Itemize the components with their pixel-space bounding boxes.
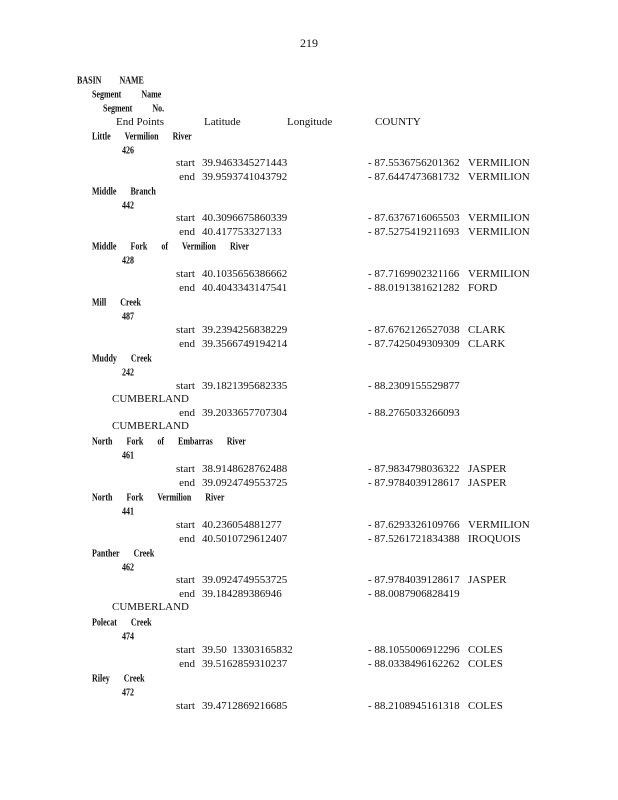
stream-name xyxy=(92,130,192,142)
stream-name-word: North xyxy=(92,435,113,448)
latitude-value: 39.2394256838229 xyxy=(202,324,288,336)
latitude-value: 39.4712869216685 xyxy=(202,700,288,712)
longitude-value: - 87.6293326109766 xyxy=(368,519,460,531)
latitude-value: 38.9148628762488 xyxy=(202,463,288,475)
endpoint-label: start xyxy=(176,380,195,392)
segment-number: 428 xyxy=(122,254,134,267)
longitude-value: - 88.1055006912296 xyxy=(368,644,460,656)
endpoint-label: end xyxy=(179,338,195,350)
endpoint-label: end xyxy=(179,407,195,419)
longitude-value: - 88.2108945161318 xyxy=(368,700,460,712)
table-row xyxy=(0,338,618,351)
table-row xyxy=(0,282,618,295)
stream-name-word: Creek xyxy=(120,296,141,309)
segment-number: 426 xyxy=(122,144,134,157)
county-value: JASPER xyxy=(468,477,507,489)
longitude-value: - 88.0191381621282 xyxy=(368,282,460,294)
stream-name xyxy=(92,296,141,308)
county-value: VERMILION xyxy=(468,171,530,183)
county-value: JASPER xyxy=(468,463,507,475)
latitude-value: 39.9463345271443 xyxy=(202,157,288,169)
latitude-value: 39.184289386946 xyxy=(202,588,282,600)
page-number: 219 xyxy=(300,36,318,50)
latitude-value: 39.5162859310237 xyxy=(202,658,288,670)
longitude-value: - 88.2309155529877 xyxy=(368,380,460,392)
table-row xyxy=(0,407,618,420)
header-end-points: End Points xyxy=(116,116,164,128)
header-name: NAME xyxy=(119,74,144,87)
longitude-value: - 87.9784039128617 xyxy=(368,574,460,586)
endpoint-label: end xyxy=(179,171,195,183)
stream-name-word: Fork xyxy=(126,491,144,504)
segment-number: 472 xyxy=(122,686,134,699)
header-segment2: Segment xyxy=(103,102,133,115)
endpoint-label: start xyxy=(176,268,195,280)
endpoint-label: end xyxy=(179,226,195,238)
stream-name-word: Muddy xyxy=(92,352,117,365)
stream-name xyxy=(92,491,224,503)
segment-number: 462 xyxy=(122,561,134,574)
county-value: IROQUOIS xyxy=(468,533,521,545)
endpoint-label: start xyxy=(176,574,195,586)
longitude-value: - 88.0087906828419 xyxy=(368,588,460,600)
header-segment-name-label: Name xyxy=(141,88,162,101)
table-row xyxy=(0,519,618,532)
stream-name xyxy=(92,185,156,197)
endpoint-label: end xyxy=(179,658,195,670)
stream-name-word: Panther xyxy=(92,547,120,560)
stream-name xyxy=(92,240,249,252)
table-row xyxy=(0,588,618,601)
table-row xyxy=(0,157,618,170)
stream-name xyxy=(92,672,145,684)
header-longitude: Longitude xyxy=(287,116,333,128)
endpoint-label: start xyxy=(176,700,195,712)
longitude-value: - 88.2765033266093 xyxy=(368,407,460,419)
header-segment: Segment xyxy=(92,88,122,101)
latitude-value: 39.9593741043792 xyxy=(202,171,288,183)
table-row xyxy=(0,324,618,337)
stream-name-word: Fork xyxy=(126,435,144,448)
stream-name-word: Creek xyxy=(130,616,152,629)
longitude-value: - 87.7169902321166 xyxy=(368,268,460,280)
header-basin-name xyxy=(77,74,144,86)
latitude-value: 40.417753327133 xyxy=(202,226,282,238)
stream-name-word: Little xyxy=(92,130,111,143)
stream-name-word: Creek xyxy=(133,547,155,560)
stream-name-word: Vermilion xyxy=(182,240,216,253)
latitude-value: 40.3096675860339 xyxy=(202,212,288,224)
county-value: FORD xyxy=(468,282,498,294)
endpoint-label: start xyxy=(176,463,195,475)
stream-name xyxy=(92,616,152,628)
longitude-value: - 87.5275419211693 xyxy=(368,226,460,238)
header-segment-name xyxy=(92,88,161,100)
latitude-value: 40.1035656386662 xyxy=(202,268,288,280)
longitude-value: - 87.9834798036322 xyxy=(368,463,460,475)
longitude-value: - 87.9784039128617 xyxy=(368,477,460,489)
stream-name-word: Creek xyxy=(130,352,152,365)
header-basin: BASIN xyxy=(77,74,102,87)
county-value: CLARK xyxy=(468,324,506,336)
endpoint-label: start xyxy=(176,644,195,656)
table-row xyxy=(0,463,618,476)
longitude-value: - 87.7425049309309 xyxy=(368,338,460,350)
stream-name-word: North xyxy=(92,491,113,504)
table-row xyxy=(0,574,618,587)
county-value: CUMBERLAND xyxy=(112,420,190,432)
endpoint-label: end xyxy=(179,588,195,600)
county-value: VERMILION xyxy=(468,519,530,531)
county-value: VERMILION xyxy=(468,157,530,169)
stream-name-word: Riley xyxy=(92,672,110,685)
county-value: COLES xyxy=(468,700,503,712)
longitude-value: - 87.6447473681732 xyxy=(368,171,460,183)
latitude-value: 39.3566749194214 xyxy=(202,338,288,350)
stream-name-word: Middle xyxy=(92,240,117,253)
longitude-value: - 87.5261721834388 xyxy=(368,533,460,545)
table-row xyxy=(0,171,618,184)
longitude-value: - 88.0338496162262 xyxy=(368,658,460,670)
latitude-value: 39.0924749553725 xyxy=(202,477,288,489)
stream-name-word: River xyxy=(205,491,225,504)
endpoint-label: start xyxy=(176,519,195,531)
table-row xyxy=(0,644,618,657)
county-value: VERMILION xyxy=(468,226,530,238)
latitude-value: 39.50 13303165832 xyxy=(202,644,293,656)
stream-name-word: Mill xyxy=(92,296,107,309)
header-latitude: Latitude xyxy=(204,116,241,128)
latitude-value: 40.236054881277 xyxy=(202,519,282,531)
endpoint-label: start xyxy=(176,324,195,336)
table-row xyxy=(0,533,618,546)
stream-name-word: Creek xyxy=(123,672,145,685)
segment-number: 242 xyxy=(122,366,134,379)
longitude-value: - 87.6762126527038 xyxy=(368,324,460,336)
table-row xyxy=(0,658,618,671)
latitude-value: 39.1821395682335 xyxy=(202,380,288,392)
endpoint-label: start xyxy=(176,212,195,224)
county-value: COLES xyxy=(468,658,503,670)
county-value: CUMBERLAND xyxy=(112,601,190,613)
latitude-value: 39.2033657707304 xyxy=(202,407,288,419)
header-segment-no xyxy=(103,102,164,114)
stream-name xyxy=(92,547,154,559)
header-county: COUNTY xyxy=(375,116,421,128)
longitude-value: - 87.6376716065503 xyxy=(368,212,460,224)
county-value: JASPER xyxy=(468,574,507,586)
table-row xyxy=(0,268,618,281)
stream-name xyxy=(92,435,246,447)
stream-name-word: Vermilion xyxy=(124,130,159,143)
segment-number: 441 xyxy=(122,505,134,518)
stream-name-word: River xyxy=(229,240,250,253)
stream-name-word: of xyxy=(157,435,165,448)
table-row xyxy=(0,226,618,239)
table-row xyxy=(0,700,618,713)
stream-name-word: Polecat xyxy=(92,616,117,629)
endpoint-label: start xyxy=(176,157,195,169)
endpoint-label: end xyxy=(179,282,195,294)
table-row xyxy=(0,380,618,393)
county-value: CLARK xyxy=(468,338,506,350)
header-no: No. xyxy=(152,102,165,115)
endpoint-label: end xyxy=(179,533,195,545)
county-value: COLES xyxy=(468,644,503,656)
county-value: VERMILION xyxy=(468,268,530,280)
segment-number: 487 xyxy=(122,310,134,323)
segment-number: 474 xyxy=(122,630,134,643)
county-value: VERMILION xyxy=(468,212,530,224)
stream-name-word: Fork xyxy=(130,240,148,253)
latitude-value: 40.5010729612407 xyxy=(202,533,288,545)
segment-number: 461 xyxy=(122,449,134,462)
stream-name-word: Branch xyxy=(130,185,156,198)
stream-name-word: Embarras xyxy=(178,435,213,448)
segment-number: 442 xyxy=(122,199,134,212)
stream-name-word: of xyxy=(161,240,169,253)
county-value: CUMBERLAND xyxy=(112,393,190,405)
stream-name xyxy=(92,352,152,364)
table-row xyxy=(0,477,618,490)
stream-name-word: Middle xyxy=(92,185,117,198)
stream-name-word: River xyxy=(226,435,246,448)
stream-name-word: River xyxy=(172,130,192,143)
endpoint-label: end xyxy=(179,477,195,489)
stream-name-word: Vermilion xyxy=(157,491,192,504)
latitude-value: 39.0924749553725 xyxy=(202,574,288,586)
table-row xyxy=(0,212,618,225)
longitude-value: - 87.5536756201362 xyxy=(368,157,460,169)
latitude-value: 40.4043343147541 xyxy=(202,282,288,294)
